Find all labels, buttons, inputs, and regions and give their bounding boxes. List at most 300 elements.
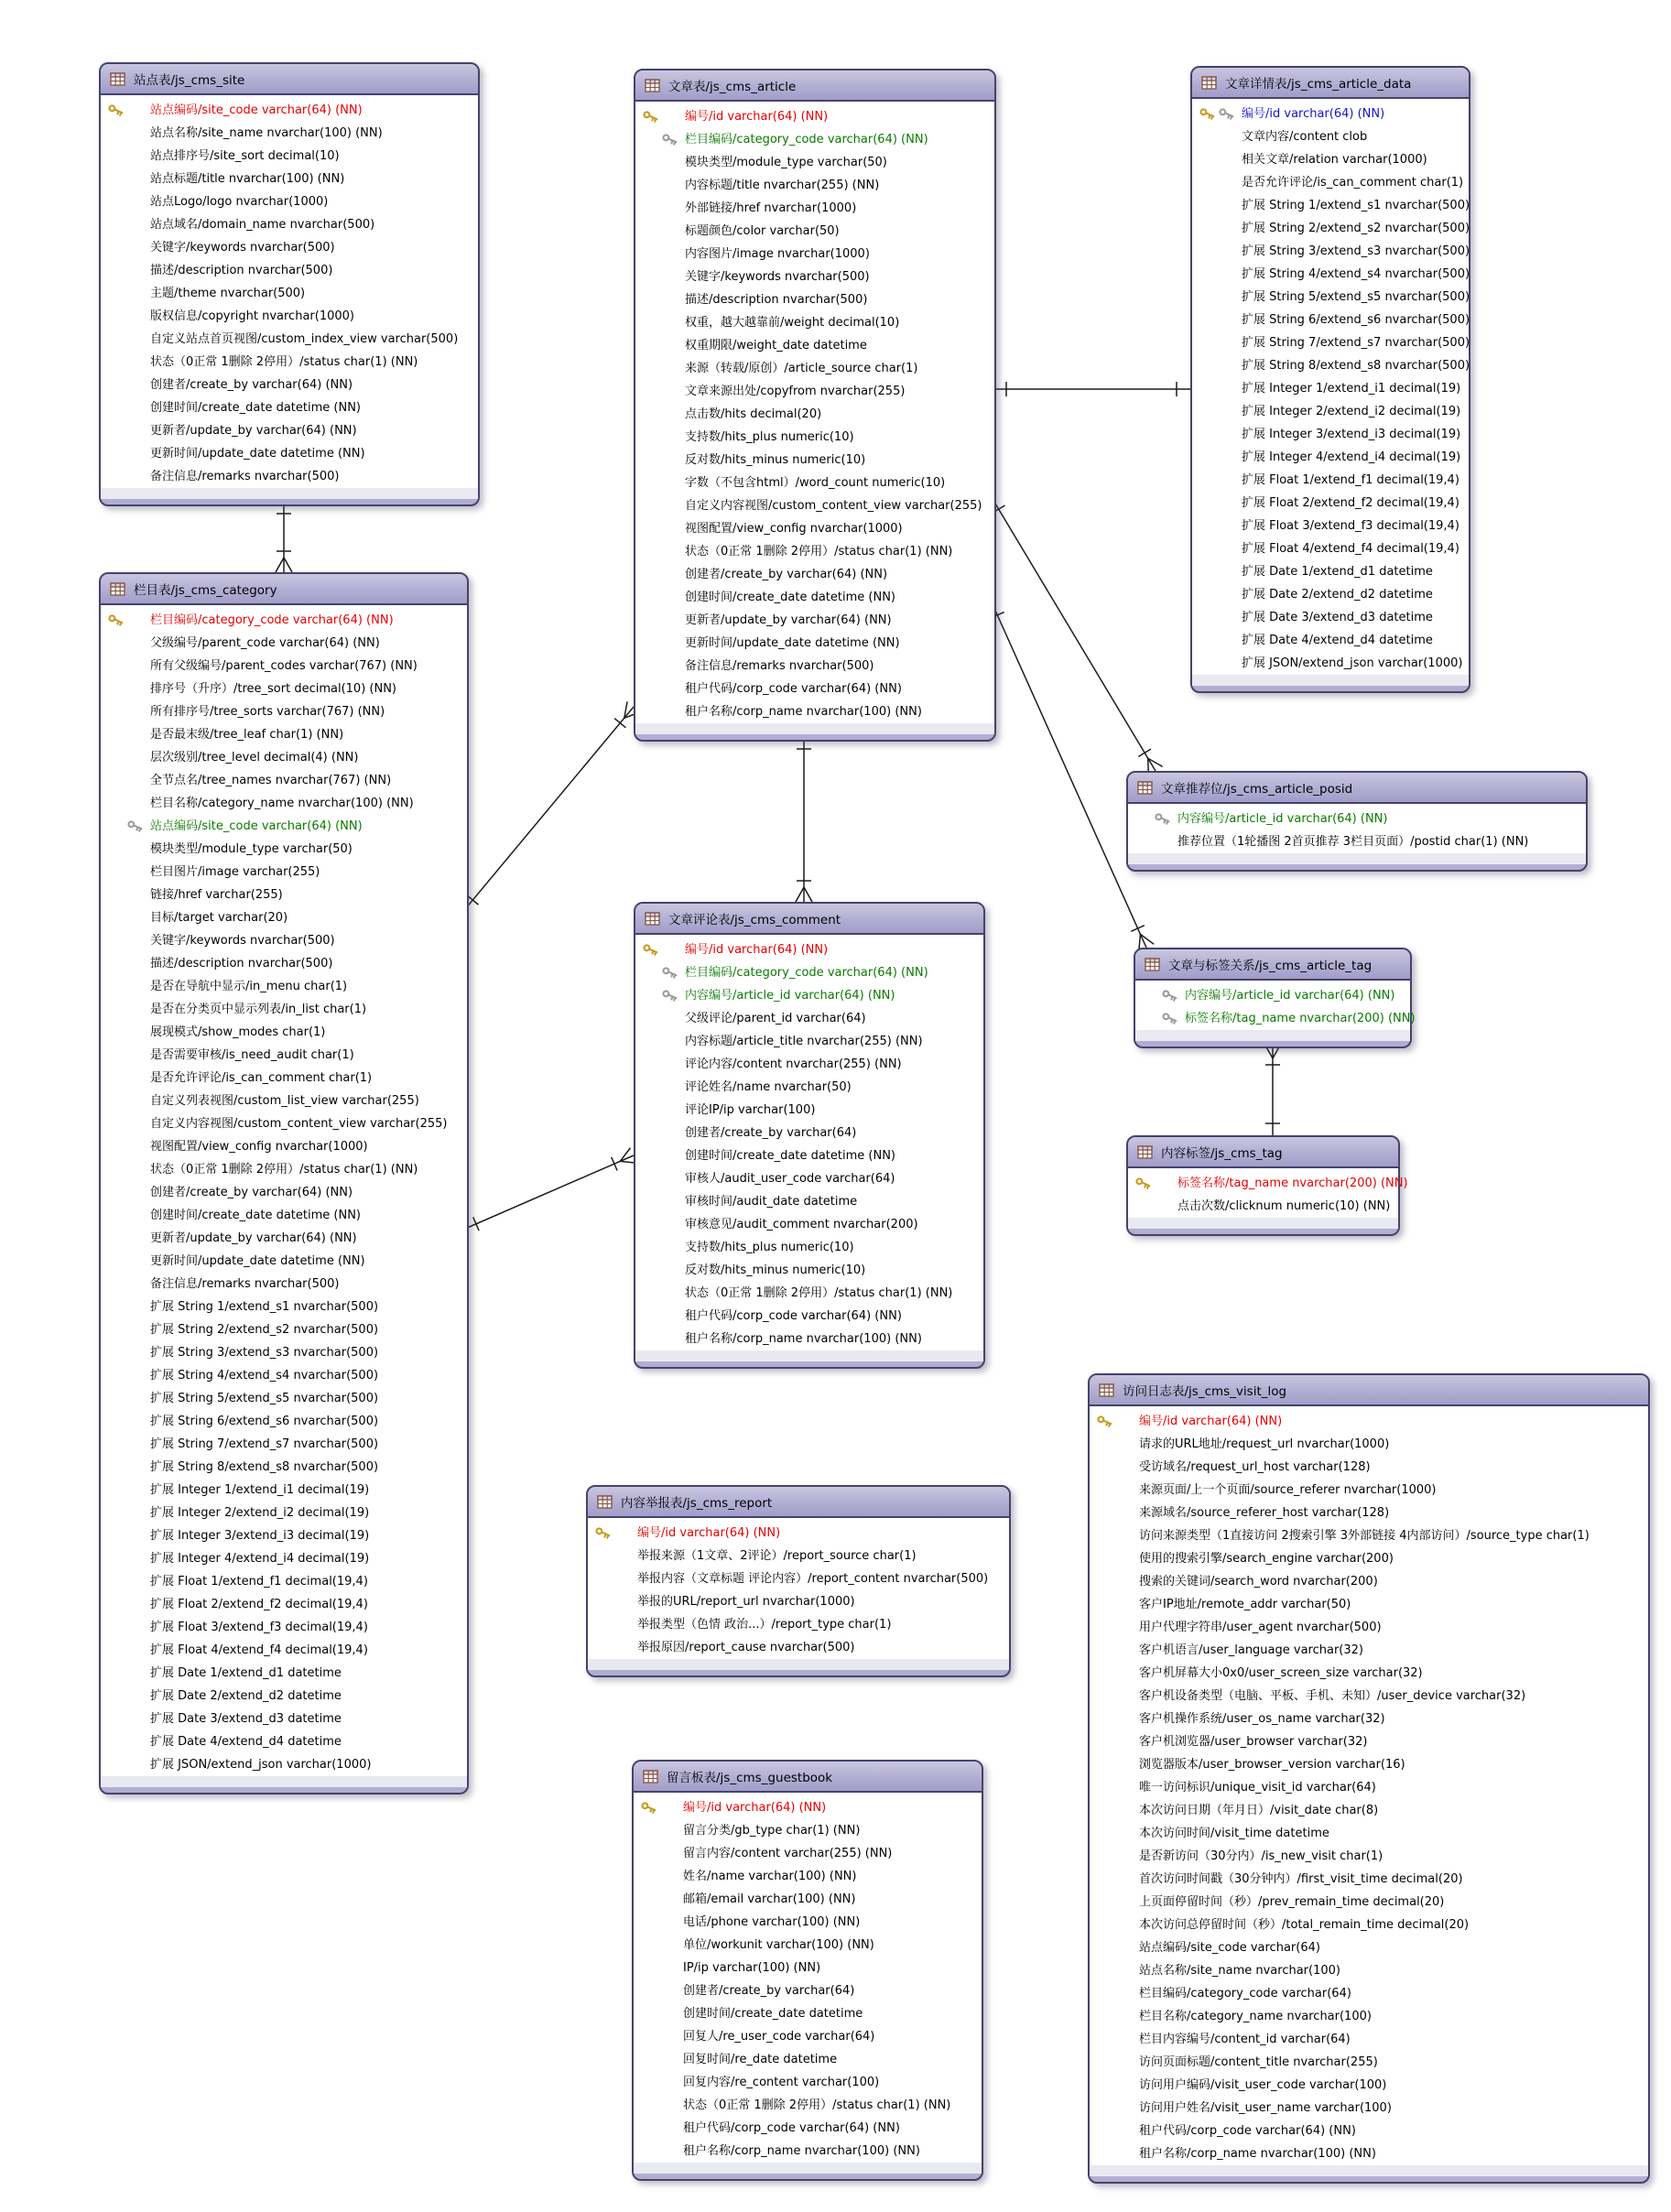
entity-table-visit_log[interactable] — [1088, 1373, 1650, 2184]
primary-key-icon — [640, 1800, 657, 1816]
field-row — [1192, 629, 1469, 652]
table-icon — [110, 582, 125, 596]
field-label: 状态（0正常 1删除 2停用）/status char(1) (NN) — [683, 2098, 951, 2112]
key-icon-slot — [634, 1842, 683, 1865]
key-icon-slot — [101, 328, 150, 351]
key-icon-slot — [101, 1639, 150, 1662]
field-row — [1192, 377, 1469, 400]
field-label: 点击次数/clicknum numeric(10) (NN) — [1177, 1199, 1391, 1213]
field-row — [1192, 400, 1469, 423]
field-label: 扩展 Date 1/extend_d1 datetime — [150, 1666, 342, 1680]
entity-table-report[interactable] — [586, 1485, 1011, 1677]
key-icon-slot — [101, 884, 150, 906]
field-row — [635, 1053, 983, 1076]
field-row — [635, 151, 994, 174]
table-header[interactable] — [101, 574, 467, 605]
field-row — [101, 1204, 467, 1227]
table-field-list — [635, 935, 983, 1350]
entity-table-guestbook[interactable] — [632, 1760, 983, 2181]
entity-table-tag[interactable] — [1126, 1135, 1408, 1236]
key-icon-slot — [1090, 2120, 1139, 2142]
key-icon-slot — [101, 1753, 150, 1776]
key-icon-slot — [1192, 103, 1242, 125]
field-row — [101, 351, 478, 374]
key-icon-slot — [101, 632, 150, 655]
field-row — [101, 465, 478, 488]
field-label: 站点名称/site_name nvarchar(100) (NN) — [150, 126, 383, 140]
field-label: 上页面停留时间（秒）/prev_remain_time decimal(20) — [1139, 1895, 1445, 1909]
entity-table-article_data[interactable] — [1190, 66, 1470, 693]
key-icon-slot — [101, 259, 150, 282]
key-icon-slot — [635, 151, 685, 174]
key-icon-slot — [1192, 606, 1242, 629]
key-icon-slot — [101, 1685, 150, 1708]
key-icon-slot — [1192, 629, 1242, 652]
table-field-list — [635, 102, 994, 723]
field-label: 扩展 Integer 3/extend_i3 decimal(19) — [150, 1529, 370, 1543]
field-label: 状态（0正常 1删除 2停用）/status char(1) (NN) — [150, 1163, 418, 1176]
table-header[interactable] — [1135, 949, 1410, 981]
key-icon-slot — [101, 442, 150, 465]
field-row — [101, 122, 478, 145]
field-label: 访问来源类型（1直接访问 2搜索引擎 3外部链接 4内部访问）/source_type char(1) — [1139, 1529, 1590, 1543]
field-row — [101, 213, 478, 236]
key-icon-slot — [1192, 652, 1242, 675]
field-row — [101, 884, 467, 906]
field-label: 受访域名/request_url_host varchar(128) — [1139, 1460, 1371, 1474]
field-label: 推荐位置（1轮播图 2首页推荐 3栏目页面）/postid char(1) (NN) — [1177, 835, 1529, 849]
field-row — [101, 236, 478, 259]
table-title: 文章详情表/js_cms_article_data — [1225, 77, 1412, 92]
field-row — [1090, 2097, 1648, 2120]
field-row — [1090, 1730, 1648, 1753]
field-label: 栏目编码/category_code varchar(64) (NN) — [685, 966, 928, 980]
key-icon-slot — [1090, 1433, 1139, 1456]
field-row — [1192, 537, 1469, 560]
field-label: 扩展 String 5/extend_s5 nvarchar(500) — [1242, 290, 1470, 304]
key-icon-slot — [101, 213, 150, 236]
field-label: 描述/description nvarchar(500) — [150, 957, 333, 970]
field-row — [101, 1341, 467, 1364]
field-label: 租户代码/corp_code varchar(64) (NN) — [685, 1309, 902, 1323]
table-header[interactable] — [1090, 1375, 1648, 1406]
field-label: 备注信息/remarks nvarchar(500) — [685, 659, 874, 673]
key-icon-slot — [635, 1328, 685, 1350]
table-title: 访问日志表/js_cms_visit_log — [1123, 1384, 1287, 1399]
field-row — [101, 700, 467, 723]
field-label: 租户名称/corp_name nvarchar(100) (NN) — [685, 1332, 922, 1346]
field-label: 来源（转载/原创）/article_source char(1) — [685, 362, 918, 375]
field-row — [101, 1227, 467, 1250]
field-label: 链接/href varchar(255) — [150, 888, 283, 902]
key-icon-slot — [635, 1099, 685, 1122]
key-icon-slot — [635, 961, 685, 984]
field-label: 所有排序号/tree_sorts varchar(767) (NN) — [150, 705, 385, 719]
field-label: 站点标题/title nvarchar(100) (NN) — [150, 172, 345, 186]
key-icon-slot — [588, 1636, 637, 1659]
relation-category-article — [465, 701, 640, 909]
field-label: 租户名称/corp_name nvarchar(100) (NN) — [685, 705, 922, 719]
key-icon-slot — [588, 1613, 637, 1636]
key-icon-slot — [101, 1433, 150, 1456]
key-icon-slot — [101, 769, 150, 792]
key-icon-slot — [1192, 469, 1242, 492]
field-row — [1090, 1845, 1648, 1868]
entity-table-site[interactable] — [99, 62, 480, 506]
field-label: 来源页面/上一个页面/source_referer nvarchar(1000) — [1139, 1483, 1437, 1497]
table-icon — [1137, 1145, 1153, 1159]
primary-key-icon — [107, 613, 125, 629]
field-row — [635, 220, 994, 243]
key-icon-slot — [101, 1044, 150, 1067]
key-icon-slot — [101, 122, 150, 145]
field-row — [1192, 606, 1469, 629]
field-label: 举报来源（1文章、2评论）/report_source char(1) — [637, 1549, 917, 1563]
table-header[interactable] — [635, 904, 983, 935]
key-icon-slot — [1090, 1662, 1139, 1685]
table-footer — [588, 1659, 1009, 1670]
field-row — [635, 426, 994, 449]
key-icon-slot — [101, 1479, 150, 1502]
field-label: 搜索的关键词/search_word nvarchar(200) — [1139, 1575, 1378, 1589]
field-row — [101, 328, 478, 351]
field-row — [1128, 1172, 1408, 1195]
field-label: 唯一访问标识/unique_visit_id varchar(64) — [1139, 1781, 1376, 1795]
field-label: 自定义内容视图/custom_content_view varchar(255) — [685, 499, 982, 513]
key-icon-slot — [634, 2117, 683, 2140]
field-row — [635, 1099, 983, 1122]
table-field-list — [634, 1793, 982, 2163]
field-label: 扩展 String 4/extend_s4 nvarchar(500) — [1242, 267, 1470, 281]
field-row — [101, 1364, 467, 1387]
key-icon-slot — [635, 517, 685, 540]
table-header[interactable] — [1128, 773, 1586, 804]
table-footer — [635, 723, 994, 734]
key-icon-slot — [101, 1730, 150, 1753]
table-header[interactable] — [1192, 68, 1469, 99]
field-row — [635, 961, 983, 984]
field-row — [101, 305, 478, 328]
field-label: 目标/target varchar(20) — [150, 911, 288, 925]
field-label: 请求的URL地址/request_url nvarchar(1000) — [1139, 1437, 1390, 1451]
field-row — [635, 128, 994, 151]
field-row — [1192, 194, 1469, 217]
field-row — [634, 2025, 982, 2048]
key-icon-slot — [634, 2025, 683, 2048]
field-label: 扩展 Float 1/extend_f1 decimal(19,4) — [150, 1575, 368, 1589]
key-icon-slot — [1192, 354, 1242, 377]
key-icon-slot — [634, 1796, 683, 1819]
field-row — [635, 1144, 983, 1167]
key-icon-slot — [1090, 1524, 1139, 1547]
field-row — [1128, 1195, 1398, 1218]
field-row — [635, 243, 994, 266]
field-row — [101, 1479, 467, 1502]
field-label: 是否允许评论/is_can_comment char(1) — [150, 1071, 373, 1085]
table-header[interactable] — [635, 70, 994, 102]
field-label: 评论姓名/name nvarchar(50) — [685, 1080, 852, 1094]
field-row — [1090, 1593, 1648, 1616]
table-header[interactable] — [634, 1762, 982, 1793]
field-row — [101, 769, 467, 792]
key-icon-slot — [635, 128, 685, 151]
field-row — [1090, 1891, 1648, 1914]
key-icon-slot — [635, 449, 685, 472]
field-row — [635, 197, 994, 220]
relation-site-category — [276, 502, 292, 572]
field-label: 站点域名/domain_name nvarchar(500) — [150, 218, 375, 232]
field-row — [101, 168, 478, 190]
key-icon-slot — [1090, 1570, 1139, 1593]
foreign-key-icon — [661, 988, 678, 1004]
field-row — [1090, 1914, 1648, 1936]
field-label: 扩展 String 3/extend_s3 nvarchar(500) — [1242, 244, 1470, 258]
key-icon-slot — [101, 396, 150, 419]
field-row — [634, 1934, 982, 1957]
field-row — [634, 1979, 982, 2002]
field-row — [635, 517, 994, 540]
field-row — [101, 1730, 467, 1753]
field-label: 回复内容/re_content varchar(100) — [683, 2076, 880, 2089]
field-label: 支持数/hits_plus numeric(10) — [685, 1241, 854, 1254]
field-row — [634, 1888, 982, 1911]
key-icon-slot — [635, 938, 685, 961]
field-row — [101, 1181, 467, 1204]
field-row — [635, 174, 994, 197]
field-label: 视图配置/view_config nvarchar(1000) — [150, 1140, 368, 1154]
key-icon-slot — [101, 465, 150, 488]
field-row — [635, 105, 994, 128]
key-icon-slot — [635, 1259, 685, 1282]
field-label: 内容图片/image nvarchar(1000) — [685, 247, 870, 261]
field-label: 扩展 Integer 3/extend_i3 decimal(19) — [1242, 428, 1461, 441]
field-label: 举报的URL/report_url nvarchar(1000) — [637, 1595, 855, 1609]
field-label: 反对数/hits_minus numeric(10) — [685, 1263, 866, 1277]
entity-table-article[interactable] — [634, 69, 996, 742]
field-label: 标签名称/tag_name nvarchar(200) (NN) — [1185, 1012, 1416, 1025]
field-label: 扩展 JSON/extend_json varchar(1000) — [1242, 656, 1463, 670]
field-label: 创建者/create_by varchar(64) (NN) — [150, 1186, 353, 1199]
field-label: 创建时间/create_date datetime (NN) — [685, 591, 896, 604]
field-label: 扩展 Integer 4/extend_i4 decimal(19) — [1242, 450, 1461, 464]
field-label: 扩展 Float 2/extend_f2 decimal(19,4) — [1242, 496, 1459, 510]
field-label: 是否允许评论/is_can_comment char(1) — [1242, 176, 1464, 190]
primary-key-icon — [1134, 1176, 1152, 1192]
key-icon-slot — [634, 2048, 683, 2071]
key-icon-slot — [588, 1522, 637, 1545]
field-row — [635, 334, 994, 357]
key-icon-slot — [101, 1662, 150, 1685]
field-label: 扩展 Date 2/extend_d2 datetime — [150, 1689, 342, 1703]
field-row — [1090, 1936, 1648, 1959]
field-row — [101, 1524, 467, 1547]
field-label: 全节点名/tree_names nvarchar(767) (NN) — [150, 774, 392, 787]
field-row — [1090, 1502, 1648, 1524]
table-header[interactable] — [588, 1487, 1009, 1518]
field-label: 更新者/update_by varchar(64) (NN) — [150, 1231, 357, 1245]
field-label: 创建者/create_by varchar(64) (NN) — [150, 378, 353, 392]
table-title: 栏目表/js_cms_category — [134, 583, 277, 598]
key-icon-slot — [635, 1144, 685, 1167]
field-label: 状态（0正常 1删除 2停用）/status char(1) (NN) — [685, 1286, 953, 1300]
field-label: 使用的搜索引擎/search_engine varchar(200) — [1139, 1552, 1394, 1566]
field-row — [1090, 1982, 1648, 2005]
field-row — [635, 586, 994, 609]
field-label: 字数（不包含html）/word_count numeric(10) — [685, 476, 946, 490]
field-label: 关键字/keywords nvarchar(500) — [685, 270, 870, 284]
field-row — [634, 2117, 982, 2140]
key-icon-slot — [1192, 286, 1242, 309]
field-row — [101, 99, 478, 122]
field-label: 展现模式/show_modes char(1) — [150, 1025, 326, 1039]
relation-article-comment — [796, 737, 812, 902]
key-icon-slot — [1135, 984, 1185, 1007]
key-icon-slot — [635, 1236, 685, 1259]
field-row — [101, 1433, 467, 1456]
entity-table-article_posid[interactable] — [1126, 771, 1588, 872]
key-icon-slot — [101, 1364, 150, 1387]
foreign-key-icon — [661, 132, 678, 148]
field-label: 举报内容（文章标题 评论内容）/report_content nvarchar(500) — [637, 1572, 989, 1586]
table-icon — [597, 1495, 613, 1509]
key-icon-slot — [635, 494, 685, 517]
field-row — [101, 1593, 467, 1616]
field-row — [101, 1456, 467, 1479]
key-icon-slot — [101, 723, 150, 746]
field-row — [1192, 583, 1469, 606]
field-row — [101, 929, 467, 952]
key-icon-slot — [634, 2071, 683, 2094]
key-icon-slot — [101, 1547, 150, 1570]
field-label: 审核意见/audit_comment nvarchar(200) — [685, 1218, 918, 1231]
relation-tag-article_tag — [1264, 1044, 1281, 1135]
field-row — [635, 1076, 983, 1099]
field-label: 来源域名/source_referer_host varchar(128) — [1139, 1506, 1390, 1520]
key-icon-slot — [1090, 2097, 1139, 2120]
field-row — [588, 1590, 1009, 1613]
table-title: 站点表/js_cms_site — [134, 73, 245, 88]
table-header[interactable] — [101, 64, 478, 95]
field-label: 权重期限/weight_date datetime — [685, 339, 867, 352]
key-icon-slot — [101, 1181, 150, 1204]
field-row — [101, 396, 478, 419]
table-field-list — [101, 605, 467, 1776]
relation-category-comment — [465, 1148, 637, 1231]
field-label: 栏目内容编号/content_id varchar(64) — [1139, 2033, 1351, 2046]
field-row — [634, 2140, 982, 2163]
key-icon-slot — [635, 632, 685, 655]
key-icon-slot — [101, 1067, 150, 1090]
field-label: 留言内容/content varchar(255) (NN) — [683, 1847, 893, 1860]
field-label: 扩展 Date 3/extend_d3 datetime — [1242, 611, 1433, 624]
key-icon-slot — [1192, 263, 1242, 286]
field-row — [635, 1282, 983, 1305]
field-label: 扩展 String 6/extend_s6 nvarchar(500) — [1242, 313, 1470, 327]
entity-table-category[interactable] — [99, 572, 469, 1795]
field-label: 扩展 Integer 2/extend_i2 decimal(19) — [150, 1506, 370, 1520]
key-icon-slot — [101, 1318, 150, 1341]
key-icon-slot — [101, 792, 150, 815]
field-label: 扩展 String 1/extend_s1 nvarchar(500) — [150, 1300, 379, 1314]
key-icon-slot — [635, 243, 685, 266]
field-label: 扩展 Date 4/extend_d4 datetime — [1242, 634, 1433, 647]
field-row — [101, 419, 478, 442]
key-icon-slot — [1192, 240, 1242, 263]
entity-table-article_tag[interactable] — [1134, 948, 1416, 1048]
field-row — [635, 678, 994, 700]
field-label: 浏览器版本/user_browser_version varchar(16) — [1139, 1758, 1405, 1772]
field-label: 姓名/name varchar(100) (NN) — [683, 1870, 857, 1883]
field-row — [1090, 1753, 1648, 1776]
field-label: 扩展 String 7/extend_s7 nvarchar(500) — [1242, 336, 1470, 350]
field-row — [101, 1135, 467, 1158]
key-icon-slot — [1090, 1914, 1139, 1936]
field-row — [635, 938, 983, 961]
field-row — [101, 1547, 467, 1570]
table-title: 文章推荐位/js_cms_article_posid — [1161, 782, 1353, 797]
field-row — [634, 1865, 982, 1888]
field-label: 回复人/re_user_code varchar(64) — [683, 2030, 875, 2044]
key-icon-slot — [1090, 2028, 1139, 2051]
table-header[interactable] — [1128, 1137, 1398, 1168]
field-label: 站点Logo/logo nvarchar(1000) — [150, 195, 329, 209]
key-icon-slot — [1192, 217, 1242, 240]
field-row — [634, 1842, 982, 1865]
field-row — [101, 1662, 467, 1685]
key-icon-slot — [588, 1590, 637, 1613]
field-label: 站点编码/site_code varchar(64) — [1139, 1941, 1320, 1955]
key-icon-slot — [1192, 331, 1242, 354]
field-row — [101, 1753, 467, 1776]
key-icon-slot — [101, 1593, 150, 1616]
field-row — [101, 1250, 467, 1273]
field-label: 创建者/create_by varchar(64) — [685, 1126, 857, 1140]
field-row — [1090, 1524, 1648, 1547]
key-icon-slot — [635, 426, 685, 449]
field-row — [1192, 125, 1469, 148]
field-label: 是否新访问（30分内）/is_new_visit char(1) — [1139, 1849, 1383, 1863]
field-row — [1090, 2074, 1648, 2097]
field-label: 栏目名称/category_name nvarchar(100) (NN) — [150, 797, 414, 810]
field-label: 所有父级编号/parent_codes varchar(767) (NN) — [150, 659, 418, 673]
key-icon-slot — [1090, 1639, 1139, 1662]
field-row — [1090, 1685, 1648, 1708]
field-row — [634, 1796, 982, 1819]
table-title: 文章评论表/js_cms_comment — [668, 913, 841, 927]
table-field-list — [588, 1518, 1009, 1659]
foreign-key-icon — [1161, 1011, 1178, 1027]
key-icon-slot — [101, 282, 150, 305]
field-label: 创建者/create_by varchar(64) — [683, 1984, 855, 1998]
key-icon-slot — [1090, 1891, 1139, 1914]
key-icon-slot — [635, 1053, 685, 1076]
field-label: 扩展 JSON/extend_json varchar(1000) — [150, 1758, 372, 1772]
key-icon-slot — [635, 197, 685, 220]
primary-key-icon — [1199, 106, 1216, 123]
field-row — [635, 1122, 983, 1144]
table-field-list — [101, 95, 478, 488]
key-icon-slot — [1192, 400, 1242, 423]
entity-table-comment[interactable] — [634, 902, 985, 1369]
field-row — [1090, 1708, 1648, 1730]
field-row — [635, 449, 994, 472]
key-icon-slot — [634, 2140, 683, 2163]
table-field-list — [1128, 1168, 1408, 1218]
key-icon-slot — [1090, 2142, 1139, 2165]
foreign-key-icon — [1154, 811, 1171, 828]
key-icon-slot — [1090, 1959, 1139, 1982]
field-label: 更新时间/update_date datetime (NN) — [150, 1254, 365, 1268]
